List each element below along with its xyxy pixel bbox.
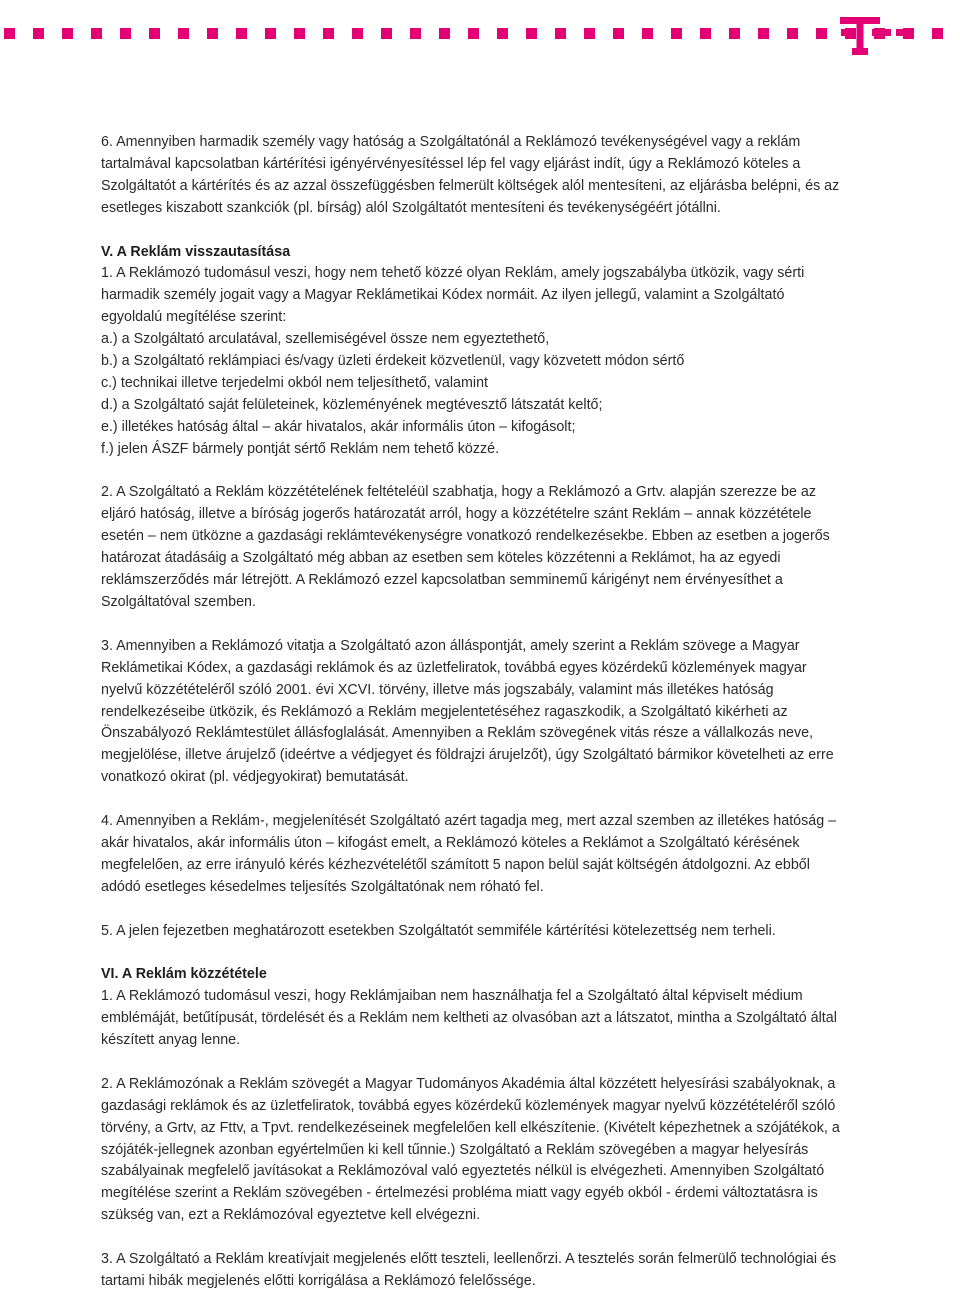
header-dot [352,28,363,39]
text-line: 6. Amennyiben harmadik személy vagy hatóság a Szolgáltatónál a Reklámozó tevékenységével vagy a reklám [101,134,801,150]
text-line: megfelelően, az erre irányuló kérés kézhezvételétől számított 5 napon belül saját költségén átdolgozni. Az ebből [101,856,810,873]
text-line: reklámszerződés már létrejött. A Reklámozó ezzel kapcsolatban semminemű kárigényt nem érvényesíthet a [101,572,783,589]
paragraph-spacer [101,1227,861,1249]
text-line: megítélése szerint a Reklám szövegében - értelmezési probléma miatt vagy egyéb okból - érdemi változtatásra is [101,1185,818,1202]
header-dot [497,28,508,39]
text-line: készített anyag lenne. [101,1032,241,1049]
header-dot [265,28,276,39]
text-line: a.) a Szolgáltató arculatával, szellemiségével össze nem egyeztethető, [101,331,550,348]
paragraph [101,1249,861,1293]
header-dot [700,28,711,39]
header-dot-row [4,28,834,39]
header-dot [294,28,305,39]
text-line: Szolgáltatóval szemben. [101,594,256,610]
text-line: f.) jelen ÁSZF bármely pontját sértő Reklám nem tehető közzé. [101,440,500,457]
header-dot [555,28,566,39]
text-line: c.) technikai illetve terjedelmi okból nem teljesíthető, valamint [101,374,488,391]
paragraph-spacer [101,1052,861,1074]
header-dot [584,28,595,39]
header-dot [381,28,392,39]
text-line: 5. A jelen fejezetben meghatározott esetekben Szolgáltatót semmiféle kártérítési kötelezettség nem terheli. [101,922,776,939]
paragraph [101,986,861,1052]
text-line: szükség van, ezt a Reklámozóval egyeztetve kell elvégezni. [101,1207,481,1224]
header-dot [787,28,798,39]
text-line: Szolgáltatót a kártérítés és az azzal összefüggésben felmerült költségek alól mentesíteni, az eljárásba belépni, és az [101,177,840,194]
header-dot [468,28,479,39]
text-line: emblémáját, betűtípusát, tördelését és a Reklám nem keltheti az olvasóban azt a látszatot, mintha a Szolgáltató által [101,1010,837,1027]
text-line: 2. A Reklámozónak a Reklám szövegét a Magyar Tudományos Akadémia által közzétett helyesírási szabályoknak, a [101,1075,836,1092]
header-dot [758,28,769,39]
text-line: esetén – nem ütközne a gazdasági reklámtevékenységre vonatkozó rendelkezésekbe. Ebben az esetben a jogerős [101,528,830,545]
header-dot [642,28,653,39]
text-line: szabályainak megfelelő javításokat a Reklámozóval való egyeztetés nélkül is elvégezheti. Amennyiben Szolgáltató [101,1163,825,1180]
text-line: törvény, a Grtv, az Fttv, a Tpvt. rendelkezéseinek megfelelően kell elkészítenie. (Kivételt képezhetnek a szójátékok, a [101,1119,840,1136]
header-dot [236,28,247,39]
text-line: harmadik személy jogait vagy a Magyar Reklámetikai Kódex normáit. Az ilyen jellegű, valamint a Szolgáltató [101,287,785,304]
header-dot [33,28,44,39]
paragraph [101,811,861,899]
paragraph [101,132,861,220]
text-line: 3. A Szolgáltató a Reklám kreatívjait megjelenés előtt teszteli, leellenőrzi. A tesztelés során felmerülő technológiai és [101,1251,837,1268]
header-dot [323,28,334,39]
header-dot [149,28,160,39]
text-line: 4. Amennyiben a Reklám-, megjelenítését Szolgáltató azért tagadja meg, mert azzal szemben az illetékes hatóság – [101,813,837,830]
header-dot [932,28,943,39]
text-line: 1. A Reklámozó tudomásul veszi, hogy Reklámjaiban nem használhatja fel a Szolgáltató által képviselt médium [101,988,803,1005]
text-line: rendelkezéseibe ütközik, és Reklámozó a Reklám megjelentetéséhez ragaszkodik, a Szolgáltató kikérheti az [101,703,788,720]
header-dot [178,28,189,39]
text-line: Reklámetikai Kódex, a gazdasági reklámok és az üzletfeliratok, továbbá egyes közérdekű közlemények magyar [101,659,807,676]
paragraph [101,1074,861,1227]
text-line: 3. Amennyiben a Reklámozó vitatja a Szolgáltató azon álláspontját, amely szerint a Reklám szövege a Magyar [101,637,800,654]
text-line: akár hivatalos, akár informális úton – kifogást emelt, a Reklámozó köteles a Reklámot a Szolgáltató kérésének [101,834,800,851]
telekom-t-logo-icon [840,8,910,58]
document-body [101,132,861,1293]
paragraph-spacer [101,461,861,483]
header-dot [4,28,15,39]
section-heading: V. A Reklám visszautasítása [101,243,291,260]
header-dot [729,28,740,39]
header-dot [207,28,218,39]
header-dot [613,28,624,39]
header-dot [91,28,102,39]
text-line: d.) a Szolgáltató saját felületeinek, közleményének megtévesztő látszatát keltő; [101,396,603,413]
header-dot [816,28,827,39]
text-line: esetleges kiszabott szankciók (pl. bírság) alól Szolgáltatót mentesíteni és tevékenységéért jótállni. [101,199,721,216]
paragraph-spacer [101,614,861,636]
text-line: Önszabályozó Reklámtestület állásfoglalását. Amennyiben a Reklám szövegének vitás része a vállalkozás neve, [101,725,814,742]
paragraph [101,636,861,789]
text-line: eljáró hatóság, illetve a bíróság jogerős határozatát arról, hogy a közzétételre szánt Reklám – annak közzététele [101,506,812,523]
header-dot [526,28,537,39]
text-line: b.) a Szolgáltató reklámpiaci és/vagy üzleti érdekeit közvetlenül, vagy közvetett módon sértő [101,353,685,370]
header-dot [62,28,73,39]
header-dot [671,28,682,39]
paragraph [101,921,861,943]
text-line: nyelvű közzétételéről szóló 2001. évi XCVI. törvény, illetve más jogszabály, valamint más illetékes hatóság [101,681,774,698]
text-line: 2. A Szolgáltató a Reklám közzétételének feltételéül szabhatja, hogy a Reklámozó a Grtv. alapján szerezze be az [101,484,816,501]
text-line: tartami hibák megjelenés előtti korrigálása a Reklámozó felelőssége. [101,1273,536,1289]
text-line: szójáték-jellegnek azonban egyértelműen ki kell tűnnie.) Szolgáltató a Reklám szövegében a magyar helyesírás [101,1141,809,1158]
paragraph-spacer [101,220,861,242]
header-dot [439,28,450,39]
paragraph-spacer [101,942,861,964]
paragraph-spacer [101,899,861,921]
paragraph-spacer [101,789,861,811]
text-line: egyoldalú megítélése szerint: [101,309,287,326]
section-heading: VI. A Reklám közzététele [101,966,267,983]
paragraph [101,482,861,613]
text-line: megjelölése, illetve árujelző (ideértve a védjegyet és földrajzi árujelzőt), úgy Szolgáltató bármikor követelheti az erre [101,747,834,764]
text-line: tartalmával kapcsolatban kártérítési igényérvényesítéssel lép fel vagy eljárást indít, úgy a Reklámozó köteles a [101,155,801,172]
text-line: 1. A Reklámozó tudomásul veszi, hogy nem tehető közzé olyan Reklám, amely jogszabályba ütközik, vagy sérti [101,265,805,282]
text-line: gazdasági reklámok és az üzletfeliratok, továbbá egyes közérdekű közlemények magyar nyelvű közzétételéről szóló [101,1097,836,1114]
header-dot [410,28,421,39]
text-line: adódó esetleges késedelmes teljesítés Szolgáltatónak nem róható fel. [101,878,544,895]
text-line: vonatkozó okirat (pl. védjegyokirat) bemutatását. [101,769,409,786]
text-line: határozat átadásáig a Szolgáltató még abban az esetben sem köteles közzétenni a Reklámot, ha az egyedi [101,550,781,567]
paragraph [101,263,861,460]
header-dot [120,28,131,39]
text-line: e.) illetékes hatóság által – akár hivatalos, akár informális úton – kifogásolt; [101,418,576,435]
